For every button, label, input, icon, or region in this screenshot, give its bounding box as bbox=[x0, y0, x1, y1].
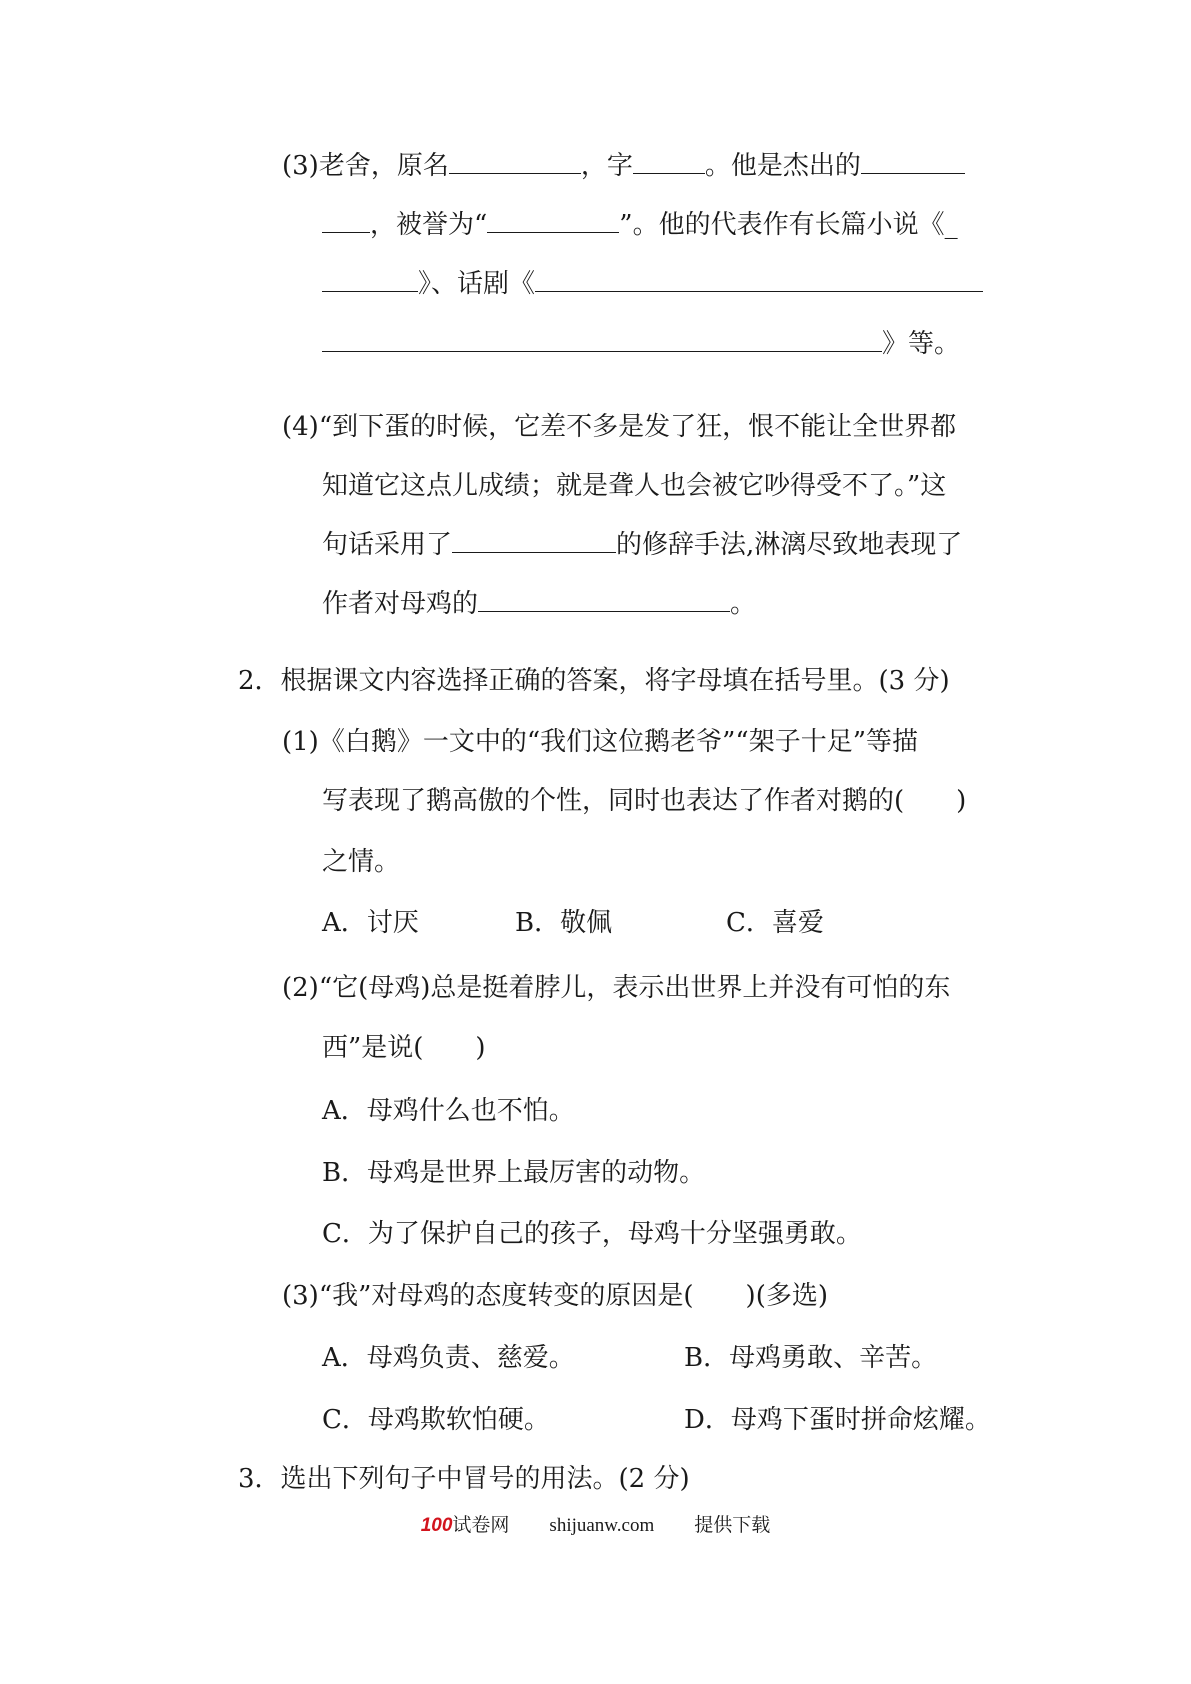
q2-3-option-d[interactable]: D．母鸡下蛋时拼命炫耀。 bbox=[684, 1405, 991, 1435]
q3-title: 3．选出下列句子中冒号的用法。(2 分) bbox=[238, 1464, 690, 1494]
q1-3-line1: (3)老舍，原名 ，字 。他是杰出的 bbox=[282, 149, 965, 183]
q1-4-line4: 作者对母鸡的 。 bbox=[322, 589, 757, 619]
q2-2-line1: (2)“它(母鸡)总是挺着脖儿，表示出世界上并没有可怕的东 bbox=[282, 973, 951, 1003]
site-logo: 100 bbox=[420, 1515, 453, 1536]
download-note: 提供下载 bbox=[694, 1515, 771, 1536]
q2-3-option-b[interactable]: B．母鸡勇敢、辛苦。 bbox=[684, 1343, 938, 1373]
q2-3-option-a[interactable]: A．母鸡负责、慈爱。 bbox=[322, 1343, 575, 1373]
blank-play-a[interactable] bbox=[535, 267, 983, 292]
q2-2-option-c[interactable]: C．为了保护自己的孩子，母鸡十分坚强勇敢。 bbox=[322, 1219, 862, 1249]
q2-2-option-a[interactable]: A．母鸡什么也不怕。 bbox=[322, 1096, 575, 1126]
q2-3-option-c[interactable]: C．母鸡欺软怕硬。 bbox=[322, 1405, 550, 1435]
blank-play-b[interactable] bbox=[322, 327, 882, 352]
q1-4-line2: 知道它这点儿成绩；就是聋人也会被它吵得受不了。”这 bbox=[322, 471, 947, 501]
q2-1-line2: 写表现了鹅高傲的个性，同时也表达了作者对鹅的( ) bbox=[322, 786, 967, 816]
blank-occupation-b[interactable] bbox=[322, 208, 370, 233]
q1-4-line1: (4)“到下蛋的时候，它差不多是发了狂，恨不能让全世界都 bbox=[282, 412, 957, 442]
q2-title: 2．根据课文内容选择正确的答案，将字母填在括号里。(3 分) bbox=[238, 666, 950, 696]
blank-original-name[interactable] bbox=[449, 149, 581, 174]
blank-rhetoric[interactable] bbox=[452, 528, 616, 553]
q2-1-option-c[interactable]: C．喜爱 bbox=[726, 908, 824, 938]
blank-courtesy-name[interactable] bbox=[633, 149, 705, 174]
q2-2-option-b[interactable]: B．母鸡是世界上最厉害的动物。 bbox=[322, 1158, 706, 1188]
q2-1-line3: 之情。 bbox=[322, 847, 401, 877]
blank-novel[interactable] bbox=[322, 267, 418, 292]
q2-1-option-a[interactable]: A．讨厌 bbox=[322, 908, 419, 938]
q2-1-option-b[interactable]: B．敬佩 bbox=[515, 908, 613, 938]
blank-honor-title[interactable] bbox=[487, 208, 619, 233]
site-name: 试卷网 bbox=[452, 1515, 510, 1536]
q2-3-line1: (3)“我”对母鸡的态度转变的原因是( )(多选) bbox=[282, 1281, 828, 1311]
blank-occupation-a[interactable] bbox=[861, 149, 965, 174]
q2-1-line1: (1)《白鹅》一文中的“我们这位鹅老爷”“架子十足”等描 bbox=[282, 727, 918, 757]
page-footer bbox=[0, 1510, 1191, 1537]
q2-2-line2: 西”是说( ) bbox=[322, 1033, 486, 1063]
site-domain[interactable]: shijuanw.com bbox=[549, 1515, 655, 1536]
blank-attitude[interactable] bbox=[478, 587, 730, 612]
q1-3-line4: 》等。 bbox=[322, 327, 960, 361]
q1-4-line3: 句话采用了 的修辞手法,淋漓尽致地表现了 bbox=[322, 530, 963, 560]
q1-3-line2: ，被誉为“ ”。他的代表作有长篇小说《_ bbox=[322, 208, 958, 242]
q1-3-line3: 》、话剧《 bbox=[322, 267, 983, 301]
